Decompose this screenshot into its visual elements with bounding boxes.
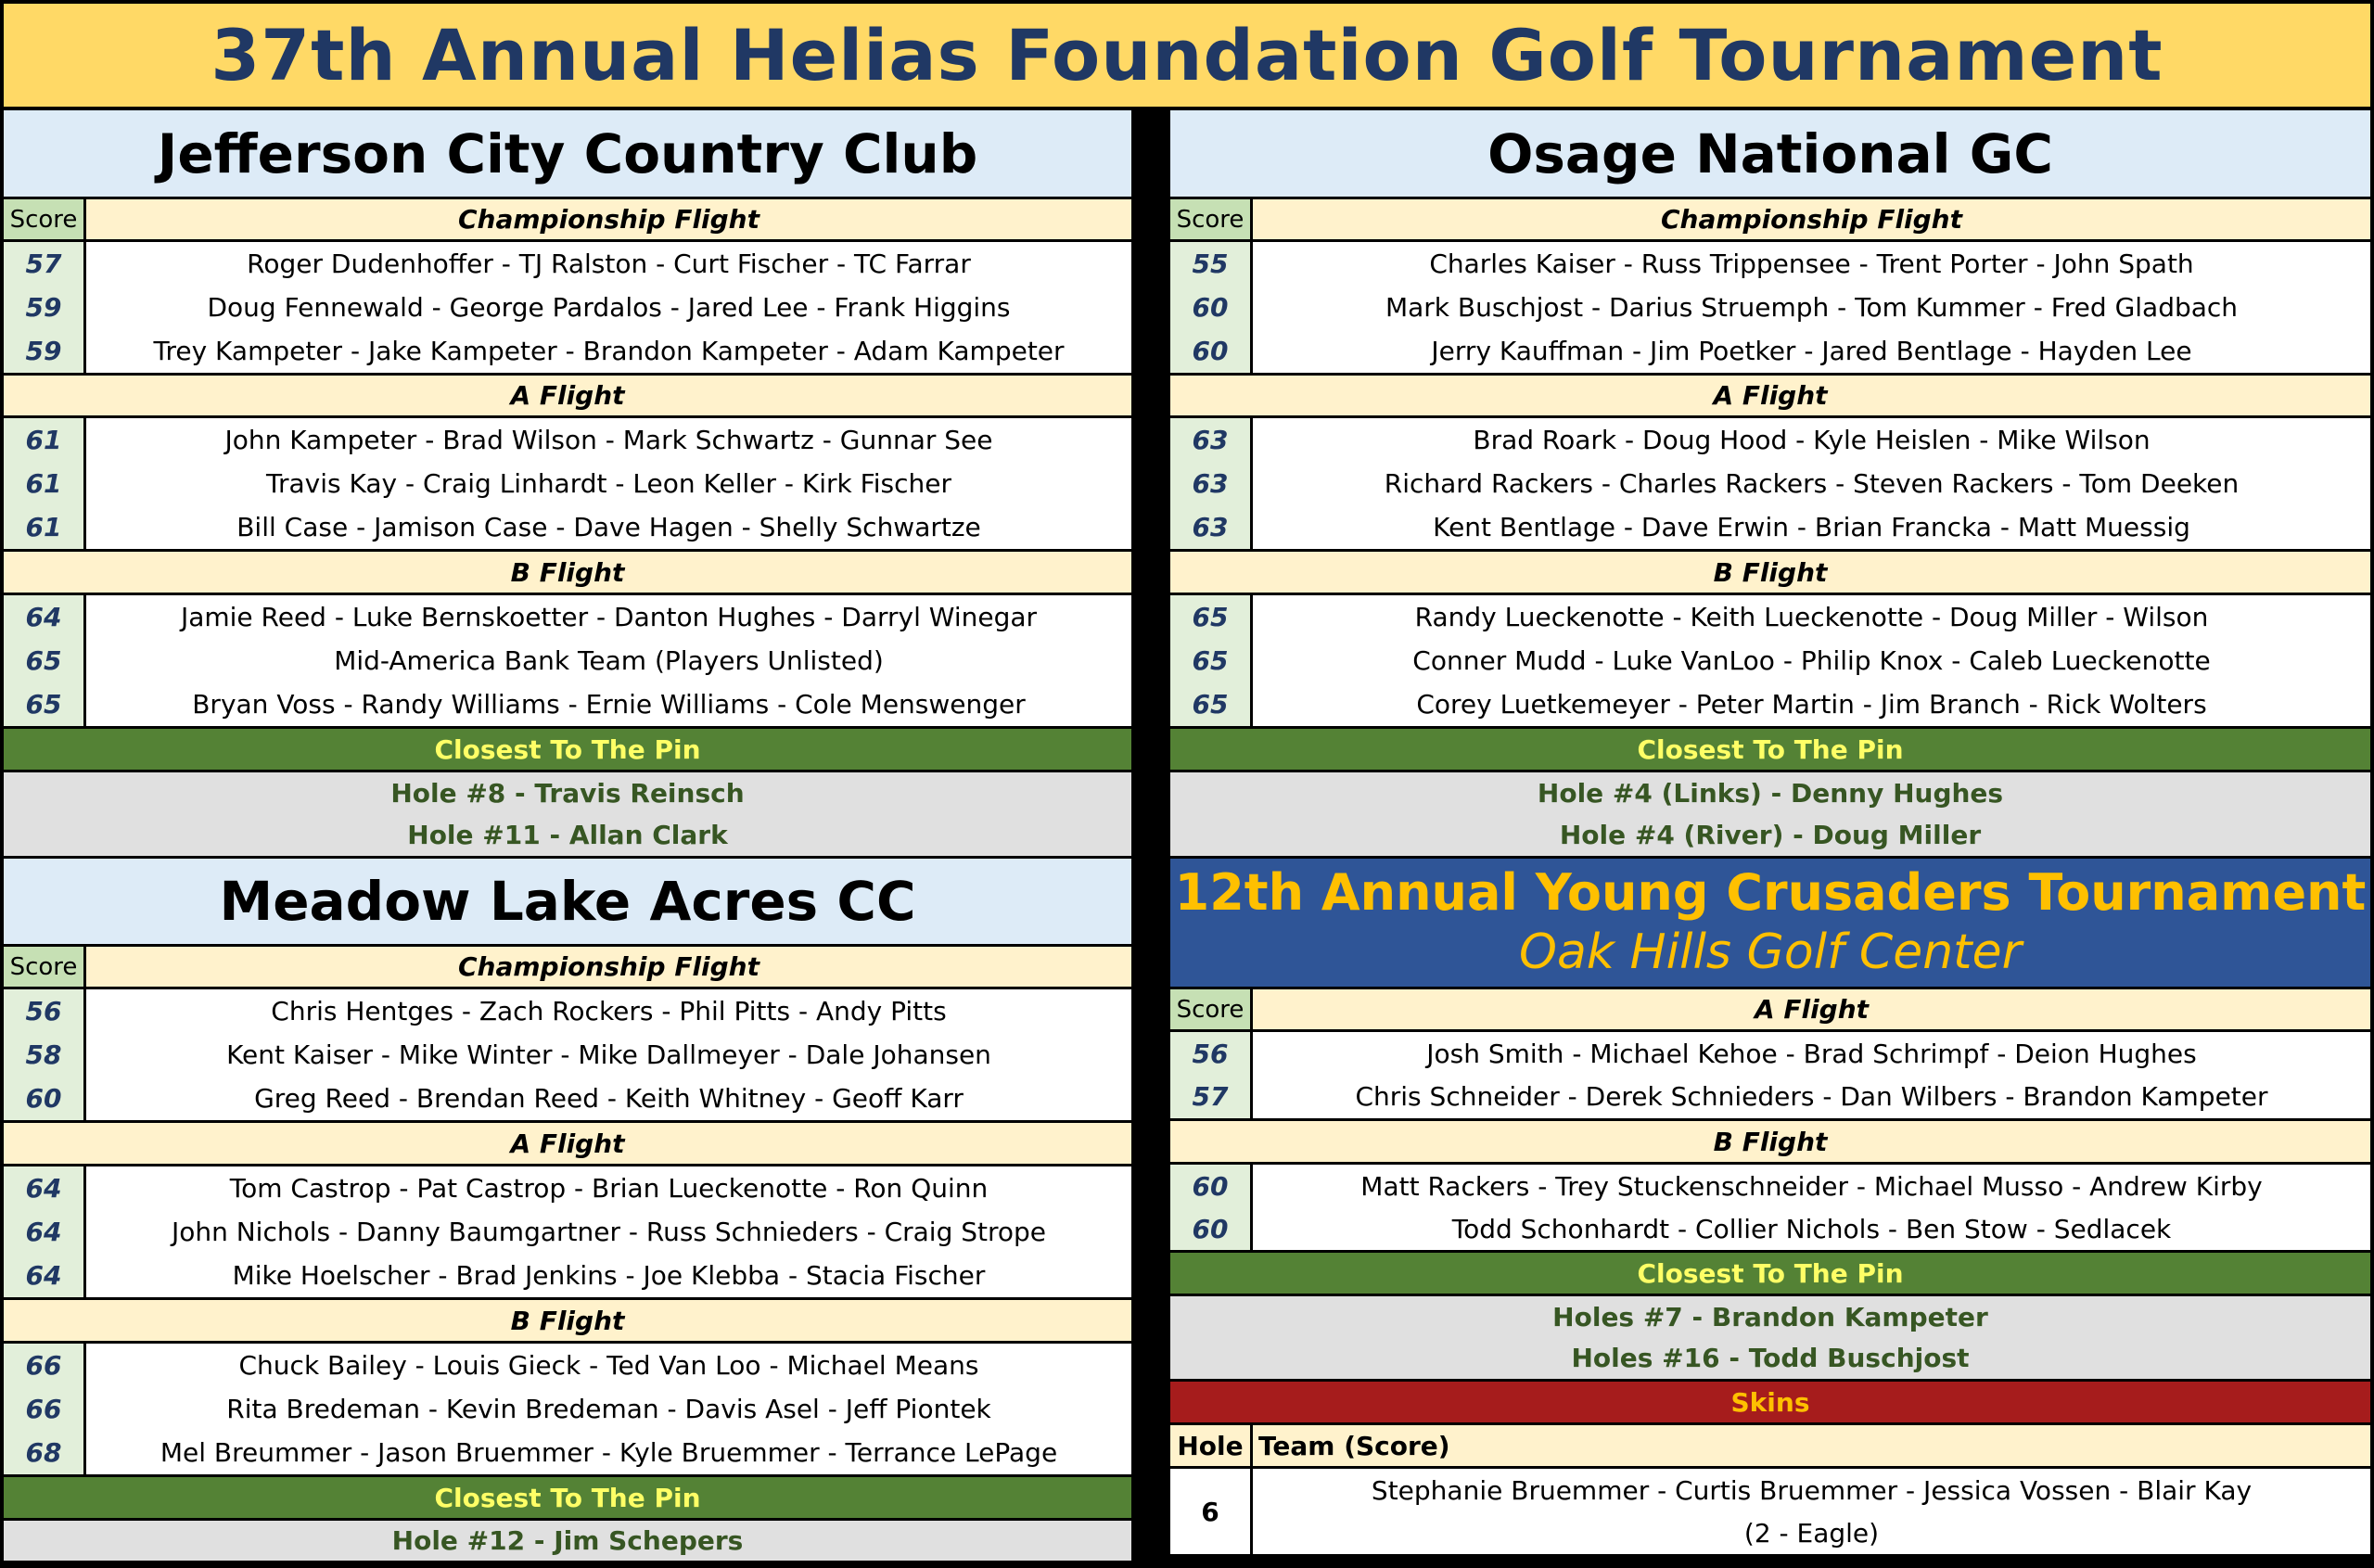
- team-list: [86, 418, 1131, 549]
- flight-block: [4, 1166, 1131, 1297]
- team-list: [86, 242, 1131, 373]
- tournament-title: 37th Annual Helias Foundation Golf Tournament: [211, 14, 2163, 96]
- team-players: Jerry Kauffman - Jim Poetker - Jared Bentlage - Hayden Lee: [1431, 336, 2192, 366]
- team-score: 57: [25, 249, 62, 279]
- flight-header-row: [4, 199, 1131, 239]
- team-score: 63: [1192, 512, 1229, 542]
- flight-block: [1170, 1165, 2370, 1250]
- team-players: Travis Kay - Craig Linhardt - Leon Keller - Kirk Fischer: [266, 468, 951, 499]
- team-score: 65: [25, 689, 62, 720]
- team-score: 61: [25, 425, 62, 455]
- team-players: Chris Schneider - Derek Schnieders - Dan Wilbers - Brandon Kampeter: [1355, 1081, 2268, 1113]
- course-header-meadow-lake: Meadow Lake Acres CC: [4, 859, 1131, 944]
- score-column: [4, 418, 83, 549]
- tournament-title-banner: [4, 4, 2370, 107]
- team-players: Brad Roark - Doug Hood - Kyle Heislen - Mike Wilson: [1473, 425, 2151, 455]
- team-score: 58: [25, 1039, 62, 1070]
- score-column: [1170, 595, 1250, 726]
- team-players: Rita Bredeman - Kevin Bredeman - Davis Asel - Jeff Piontek: [226, 1394, 991, 1424]
- team-list: [1253, 595, 2370, 726]
- team-players: Mel Breummer - Jason Bruemmer - Kyle Bruemmer - Terrance LePage: [160, 1437, 1058, 1468]
- flight-block: [4, 1344, 1131, 1474]
- flight-block: [1170, 242, 2370, 373]
- score-column: [4, 1344, 83, 1474]
- team-list: [86, 1166, 1131, 1297]
- flight-block: [4, 242, 1131, 373]
- ctp-winner: Hole #4 (River) - Doug Miller: [1559, 820, 1982, 850]
- team-players: Chris Hentges - Zach Rockers - Phil Pitts - Andy Pitts: [271, 996, 947, 1026]
- team-score: 63: [1192, 468, 1229, 499]
- score-column: [4, 595, 83, 726]
- team-score: 64: [25, 1217, 62, 1247]
- team-score: 68: [25, 1437, 62, 1468]
- flight-header: A Flight: [1253, 989, 2370, 1029]
- flight-header: B Flight: [4, 1300, 1131, 1341]
- team-players: John Kampeter - Brad Wilson - Mark Schwartz - Gunnar See: [224, 425, 993, 455]
- flight-header: B Flight: [1170, 552, 2370, 593]
- score-column-header: Score: [4, 947, 83, 987]
- team-score: 65: [25, 645, 62, 676]
- flight-header: A Flight: [4, 1123, 1131, 1164]
- flight-header-row: [1170, 989, 2370, 1029]
- score-column: [1170, 1165, 1250, 1250]
- team-score: 66: [25, 1394, 62, 1424]
- flight-block: [4, 418, 1131, 549]
- team-score: 56: [1192, 1038, 1229, 1069]
- flight-header: A Flight: [4, 376, 1131, 415]
- team-list: [86, 989, 1131, 1120]
- team-list: [1253, 1165, 2370, 1250]
- score-column: [1170, 1032, 1250, 1118]
- team-score-column-header: Team (Score): [1253, 1425, 2370, 1466]
- team-score: 63: [1192, 425, 1229, 455]
- closest-to-pin-header: Closest To The Pin: [1170, 729, 2370, 770]
- young-crusaders-header: [1170, 859, 2370, 987]
- team-players: Roger Dudenhoffer - TJ Ralston - Curt Fischer - TC Farrar: [247, 249, 971, 279]
- skins-team-players: Stephanie Bruemmer - Curtis Bruemmer - Jessica Vossen - Blair Kay: [1371, 1474, 2253, 1506]
- team-score: 65: [1192, 689, 1229, 720]
- team-score: 64: [25, 1260, 62, 1291]
- team-players: Mike Hoelscher - Brad Jenkins - Joe Klebba - Stacia Fischer: [232, 1260, 986, 1291]
- team-score: 60: [1192, 292, 1229, 323]
- closest-to-pin-winners: [4, 772, 1131, 856]
- flight-header: A Flight: [1170, 376, 2370, 415]
- young-crusaders-venue: Oak Hills Golf Center: [1519, 924, 2022, 981]
- team-score: 60: [1192, 1170, 1229, 1202]
- skins-team: [1253, 1469, 2370, 1554]
- ctp-winner: Hole #4 (Links) - Denny Hughes: [1537, 778, 2004, 809]
- team-players: Tom Castrop - Pat Castrop - Brian Lueckenotte - Ron Quinn: [229, 1173, 989, 1204]
- ctp-winner: Hole #12 - Jim Schepers: [391, 1525, 744, 1556]
- score-column: [4, 1166, 83, 1297]
- team-score: 64: [25, 1173, 62, 1204]
- closest-to-pin-winners: [1170, 1296, 2370, 1379]
- team-players: John Nichols - Danny Baumgartner - Russ Schnieders - Craig Strope: [171, 1217, 1047, 1247]
- team-score: 66: [25, 1350, 62, 1381]
- flight-header-row: [1170, 199, 2370, 239]
- skins-hole: 6: [1170, 1469, 1250, 1554]
- team-players: Richard Rackers - Charles Rackers - Steven Rackers - Tom Deeken: [1384, 468, 2240, 499]
- team-list: [86, 595, 1131, 726]
- team-score: 65: [1192, 602, 1229, 632]
- team-score: 55: [1192, 249, 1229, 279]
- flight-block: [4, 595, 1131, 726]
- ctp-winner: Hole #8 - Travis Reinsch: [390, 778, 745, 809]
- flight-header: Championship Flight: [86, 947, 1131, 987]
- team-score: 57: [1192, 1081, 1229, 1113]
- team-list: [86, 1344, 1131, 1474]
- team-score: 59: [25, 336, 62, 366]
- team-players: Randy Lueckenotte - Keith Lueckenotte - Doug Miller - Wilson: [1414, 602, 2209, 632]
- team-players: Charles Kaiser - Russ Trippensee - Trent Porter - John Spath: [1429, 249, 2194, 279]
- team-players: Todd Schonhardt - Collier Nichols - Ben Stow - Sedlacek: [1451, 1213, 2172, 1244]
- ctp-winner: Hole #11 - Allan Clark: [407, 820, 728, 850]
- hole-column-header: Hole: [1170, 1425, 1250, 1466]
- team-players: Bryan Voss - Randy Williams - Ernie Williams - Cole Menswenger: [192, 689, 1026, 720]
- score-column: [1170, 242, 1250, 373]
- team-players: Trey Kampeter - Jake Kampeter - Brandon Kampeter - Adam Kampeter: [153, 336, 1065, 366]
- team-list: [1253, 1032, 2370, 1118]
- team-list: [1253, 242, 2370, 373]
- closest-to-pin-winners: [4, 1521, 1131, 1561]
- skins-header: Skins: [1170, 1382, 2370, 1422]
- skins-column-headers: [1170, 1425, 2370, 1466]
- team-score: 56: [25, 996, 62, 1026]
- flight-block: [4, 989, 1131, 1120]
- flight-block: [1170, 595, 2370, 726]
- score-column: [4, 989, 83, 1120]
- team-players: Chuck Bailey - Louis Gieck - Ted Van Loo - Michael Means: [238, 1350, 979, 1381]
- team-players: Greg Reed - Brendan Reed - Keith Whitney - Geoff Karr: [254, 1083, 964, 1114]
- closest-to-pin-header: Closest To The Pin: [4, 729, 1131, 770]
- ctp-winner: Holes #7 - Brandon Kampeter: [1552, 1301, 1988, 1332]
- score-column: [1170, 418, 1250, 549]
- team-list: [1253, 418, 2370, 549]
- team-players: Conner Mudd - Luke VanLoo - Philip Knox - Caleb Lueckenotte: [1412, 645, 2211, 676]
- flight-header: Championship Flight: [86, 199, 1131, 239]
- team-players: Matt Rackers - Trey Stuckenschneider - Michael Musso - Andrew Kirby: [1360, 1170, 2263, 1202]
- flight-header-row: [4, 947, 1131, 987]
- course-header-jccc: Jefferson City Country Club: [4, 110, 1131, 197]
- team-players: Mid-America Bank Team (Players Unlisted): [334, 645, 884, 676]
- team-players: Corey Luetkemeyer - Peter Martin - Jim Branch - Rick Wolters: [1416, 689, 2207, 720]
- score-column-header: Score: [1170, 199, 1250, 239]
- flight-header: Championship Flight: [1253, 199, 2370, 239]
- right-column: [1170, 110, 2370, 1554]
- ctp-winner: Holes #16 - Todd Buschjost: [1571, 1343, 1970, 1374]
- team-players: Josh Smith - Michael Kehoe - Brad Schrimpf - Deion Hughes: [1426, 1038, 2197, 1069]
- team-score: 60: [25, 1083, 62, 1114]
- team-score: 61: [25, 512, 62, 542]
- young-crusaders-title: 12th Annual Young Crusaders Tournament: [1174, 863, 2367, 923]
- skins-team-score: (2 - Eagle): [1743, 1517, 1880, 1549]
- team-players: Mark Buschjost - Darius Struemph - Tom Kummer - Fred Gladbach: [1385, 292, 2239, 323]
- closest-to-pin-header: Closest To The Pin: [1170, 1253, 2370, 1294]
- flight-block: [1170, 418, 2370, 549]
- flight-block: [1170, 1032, 2370, 1118]
- team-players: Kent Bentlage - Dave Erwin - Brian Francka - Matt Muessig: [1433, 512, 2190, 542]
- team-players: Doug Fennewald - George Pardalos - Jared Lee - Frank Higgins: [207, 292, 1011, 323]
- left-column: [4, 110, 1131, 1561]
- team-score: 60: [1192, 1213, 1229, 1244]
- score-column-header: Score: [1170, 989, 1250, 1029]
- team-score: 64: [25, 602, 62, 632]
- team-score: 59: [25, 292, 62, 323]
- team-score: 60: [1192, 336, 1229, 366]
- team-score: 61: [25, 468, 62, 499]
- score-column: [4, 242, 83, 373]
- team-players: Bill Case - Jamison Case - Dave Hagen - Shelly Schwartze: [236, 512, 981, 542]
- skins-row: [1170, 1469, 2370, 1554]
- team-score: 65: [1192, 645, 1229, 676]
- closest-to-pin-winners: [1170, 772, 2370, 856]
- team-players: Jamie Reed - Luke Bernskoetter - Danton Hughes - Darryl Winegar: [180, 602, 1038, 632]
- score-column-header: Score: [4, 199, 83, 239]
- team-players: Kent Kaiser - Mike Winter - Mike Dallmeyer - Dale Johansen: [226, 1039, 991, 1070]
- flight-header: B Flight: [4, 552, 1131, 593]
- closest-to-pin-header: Closest To The Pin: [4, 1477, 1131, 1518]
- course-header-osage: Osage National GC: [1170, 110, 2370, 197]
- flight-header: B Flight: [1170, 1121, 2370, 1162]
